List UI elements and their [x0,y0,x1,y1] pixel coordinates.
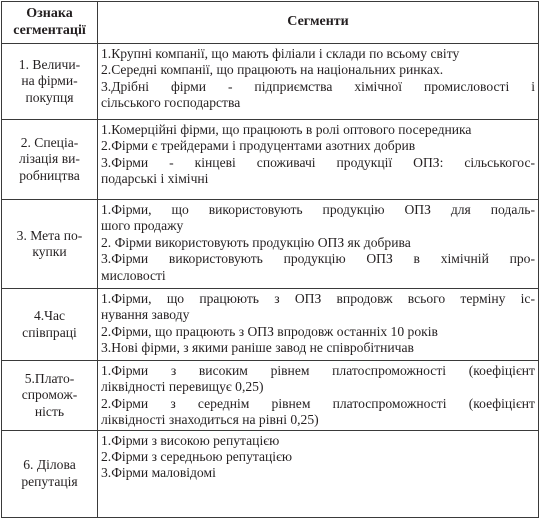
segment-list [98,120,539,200]
criterion-line: робництва [19,167,80,183]
criterion-line: 3. Мета по- [16,227,83,243]
segment-item-line: 3.Нові фірми, з якими раніше завод не співробітничав [101,340,414,356]
segment-item-line: 1.Фірми з високою репутацією [101,432,280,448]
segmentation-criterion [2,120,98,200]
header-criterion-line: сегментації [13,22,86,38]
segment-item-line: 2.Фірми з середнім рівнем платоспроможності (коефіцієнт [101,395,535,411]
criterion-line: ність [34,403,65,419]
segment-item [101,46,535,62]
segment-item-line: 1.Фірми, що працюють з ОПЗ впродовж всього терміну іс- [101,291,535,306]
segmentation-table [1,1,539,518]
segment-item-line: 1.Комерційні фірми, що працюють в ролі оптового посередника [101,122,472,137]
criterion-line: лізація ви- [19,151,80,167]
segment-item-line: 1.Крупні компанії, що мають філіали і склади по всьому світу [101,46,460,61]
table-row [2,120,539,200]
table-row [2,200,539,289]
segment-item-line: 2.Середні компанії, що працюють на національних ринках. [101,62,444,78]
segmentation-criterion [2,289,98,361]
segment-item-line: ліквідності знаходиться на рівні 0,25) [101,412,319,428]
header-criterion-line: Ознака [26,6,73,22]
segment-item-line: подарські і хімічні [101,171,209,187]
segment-item [101,138,535,154]
table-body [2,44,539,518]
segment-item [101,62,535,78]
criterion-line: 4.Час [33,308,66,324]
segment-item [101,251,535,284]
segment-item [101,202,535,235]
segment-item [101,340,535,356]
segment-item-line: 3.Дрібні фірми - підприємства хімічної промисловості і [101,78,535,94]
segment-list [98,289,539,361]
segment-item [101,449,535,465]
segment-item [101,363,535,396]
table-row [2,44,539,120]
segmentation-criterion [2,200,98,289]
segmentation-criterion [2,44,98,120]
criterion-line: 5.Плато- [24,370,75,386]
criterion-line: співпраці [22,324,77,340]
segment-item-line: 2.Фірми з середньою репутацією [101,449,293,465]
segment-item [101,122,535,138]
segment-item-line: 3.Фірми - кінцеві споживачі продукції ОПЗ: сільськогос- [101,154,535,170]
segment-item-line: нування заводу [101,307,190,323]
header-row [2,2,539,44]
segment-item-line: 1.Фірми з високим рівнем платоспроможності (коефіцієнт [101,363,535,378]
table-row [2,289,539,361]
segment-item [101,433,535,449]
criterion-line: спромож- [21,387,78,403]
segment-item-line: 2. Фірми використовують продукцію ОПЗ як добрива [101,234,411,250]
criterion-line: купки [32,244,67,259]
criterion-line: 2. Спеціа- [20,134,79,150]
segment-item-line: мисловості [101,267,166,283]
segment-item-line: шого продажу [101,218,184,234]
segment-item-line: 2.Фірми, що працюють з ОПЗ впродовж останніх 10 років [101,323,438,339]
segment-item [101,79,535,112]
segment-item [101,291,535,324]
criterion-line: 1. Величи- [18,56,81,72]
segment-item-line: 3.Фірми використовують продукцію ОПЗ в хімічній про- [101,251,535,267]
segment-item [101,396,535,429]
segment-item-line: 1.Фірми, що використовують продукцію ОПЗ для подаль- [101,202,535,217]
criterion-line: 6. Ділова [23,457,76,473]
segment-list [98,430,539,517]
table-row [2,430,539,517]
segment-item-line: 3.Фірми маловідомі [101,465,216,481]
segmentation-criterion [2,361,98,431]
segment-item [101,235,535,251]
header-segments: Сегменти [98,2,539,44]
segmentation-criterion [2,430,98,517]
segment-item [101,465,535,481]
criterion-line: репутація [21,473,78,489]
segment-list [98,200,539,289]
segment-item-line: 2.Фірми є трейдерами і продуцентами азотних добрив [101,138,416,154]
segment-list [98,44,539,120]
table-row [2,361,539,431]
segment-item [101,155,535,188]
criterion-line: на фірми- [21,73,78,89]
segment-list [98,361,539,431]
segment-item [101,324,535,340]
segment-item-line: сільського господарства [101,95,241,111]
header-criterion [2,2,98,44]
segment-item-line: ліквідності перевищує 0,25) [101,379,264,395]
criterion-line: покупця [25,89,74,105]
